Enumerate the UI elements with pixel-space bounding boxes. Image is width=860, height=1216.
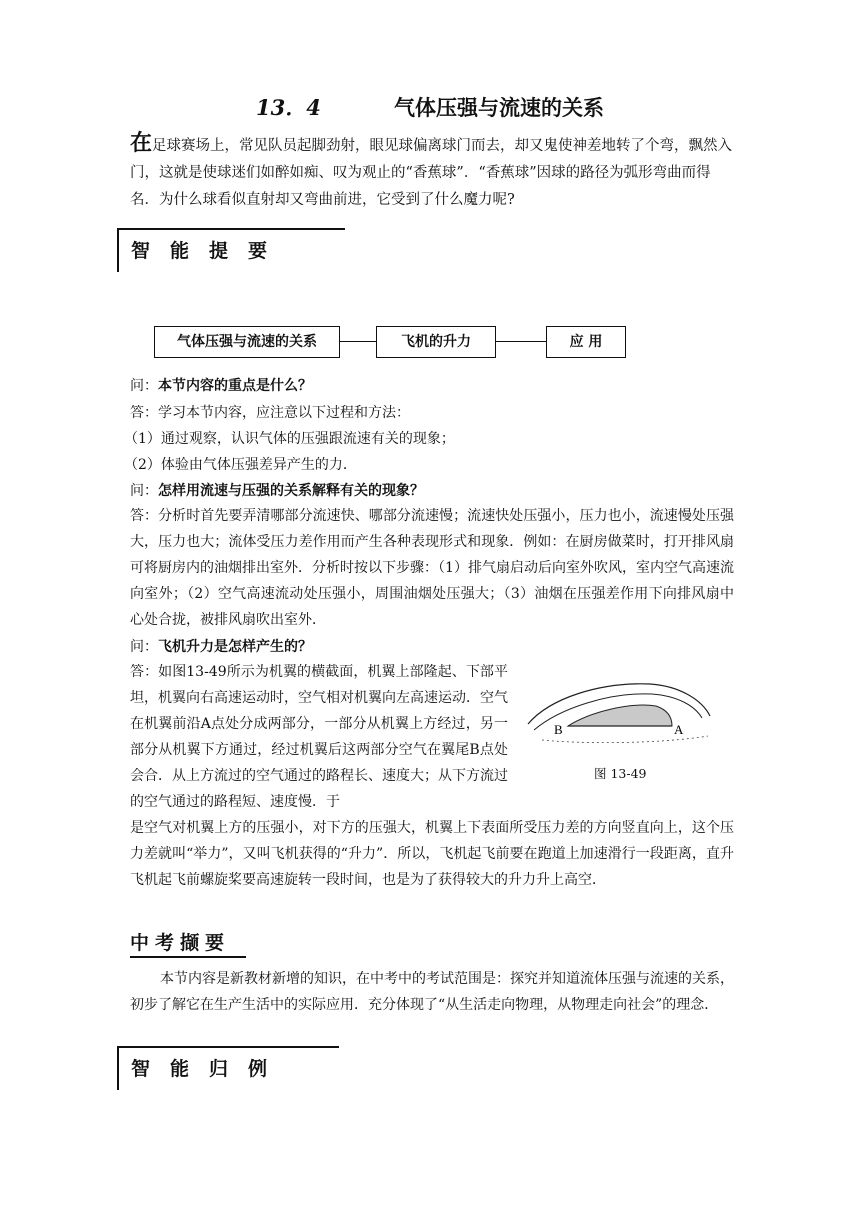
section-number: 13．4 <box>256 95 321 120</box>
flow-box-application: 应 用 <box>546 326 626 358</box>
intro-paragraph <box>130 130 734 214</box>
zhongkao-paragraph: 本节内容是新教材新增的知识，在中考中的考试范围是：探究并知道流体压强与流速的关系，初步了解它在生产生活中的实际应用．充分体现了“从生活走向物理，从物理走向社会”的理念． <box>130 971 734 1013</box>
wing-cross-section-figure <box>520 678 730 748</box>
answer-3-wrapped: 答：如图13-49所示为机翼的横截面，机翼上部隆起、下部平坦，机翼向右高速运动时，空气相对机翼向左高速运动．空气在机翼前沿A点处分成两部分，一部分从机翼上方经过，另一部分从机翼下方通过，经过机翼后这两部分空气在翼尾B点处会合．从上方流过的空气通过的路程长、速度大；从下方流过的空气通过的路程短、速度慢．于 <box>130 664 508 810</box>
answer-1-item-2: （2）体验由气体压强差异产生的力． <box>124 457 357 473</box>
question-3: 问：飞机升力是怎样产生的？ <box>130 639 312 655</box>
section-label: 智能提要 <box>131 240 288 262</box>
answer-1: 答：学习本节内容，应注意以下过程和方法： <box>130 405 410 421</box>
section-header-zhineng-tiyao <box>117 228 345 272</box>
page-title <box>0 92 860 122</box>
section-header-zhineng-guili <box>117 1046 339 1090</box>
question-1: 问：本节内容的重点是什么？ <box>130 378 312 394</box>
flow-box-lift: 飞机的升力 <box>376 326 496 358</box>
section-label: 智能归例 <box>131 1058 288 1080</box>
answer-1-item-1: （1）通过观察，认识气体的压强跟流速有关的现象； <box>124 431 455 447</box>
flow-connector <box>340 341 376 342</box>
intro-text: 足球赛场上，常见队员起脚劲射，眼见球偏离球门而去，却又鬼使神差地转了个弯，飘然入门，这就是使球迷们如醉如痴、叹为观止的“香蕉球”．“香蕉球”因球的路径为弧形弯曲而得名．为什么球看似直射却又弯曲前进，它受到了什么魔力呢? <box>130 138 733 208</box>
section-underline <box>130 956 246 958</box>
wing-profile <box>568 705 672 726</box>
answer-3-continued: 是空气对机翼上方的压强小，对下方的压强大，机翼上下表面所受压力差的方向竖直向上，这个压力差就叫“举力”，又叫飞机获得的“升力”．所以，飞机起飞前要在跑道上加速滑行一段距离，直升飞机起飞前螺旋桨要高速旋转一段时间，也是为了获得较大的升力升上高空． <box>130 820 734 888</box>
section-header-zhongkao: 中考撷要 <box>130 932 231 954</box>
point-a-label: A <box>674 722 684 737</box>
flow-connector <box>496 341 546 342</box>
question-2: 问：怎样用流速与压强的关系解释有关的现象？ <box>130 483 424 499</box>
flow-box-pressure-velocity: 气体压强与流速的关系 <box>154 326 340 358</box>
point-b-label: B <box>554 722 563 737</box>
figure-caption: 图 13-49 <box>594 766 647 781</box>
drop-cap: 在 <box>130 130 153 156</box>
section-title: 气体压强与流速的关系 <box>393 95 604 120</box>
answer-2: 答：分析时首先要弄清哪部分流速快、哪部分流速慢；流速快处压强小，压力也小，流速慢处压强大，压力也大；流体受压力差作用而产生各种表现形式和现象．例如：在厨房做菜时，打开排风扇可将厨房内的油烟排出室外．分析时按以下步骤：（1）排气扇启动后向室外吹风，室内空气高速流向室外；（2）空气高速流动处压强小，周围油烟处压强大；（3）油烟在压强差作用下向排风扇中心处合拢，被排风扇吹出室外． <box>130 508 734 628</box>
